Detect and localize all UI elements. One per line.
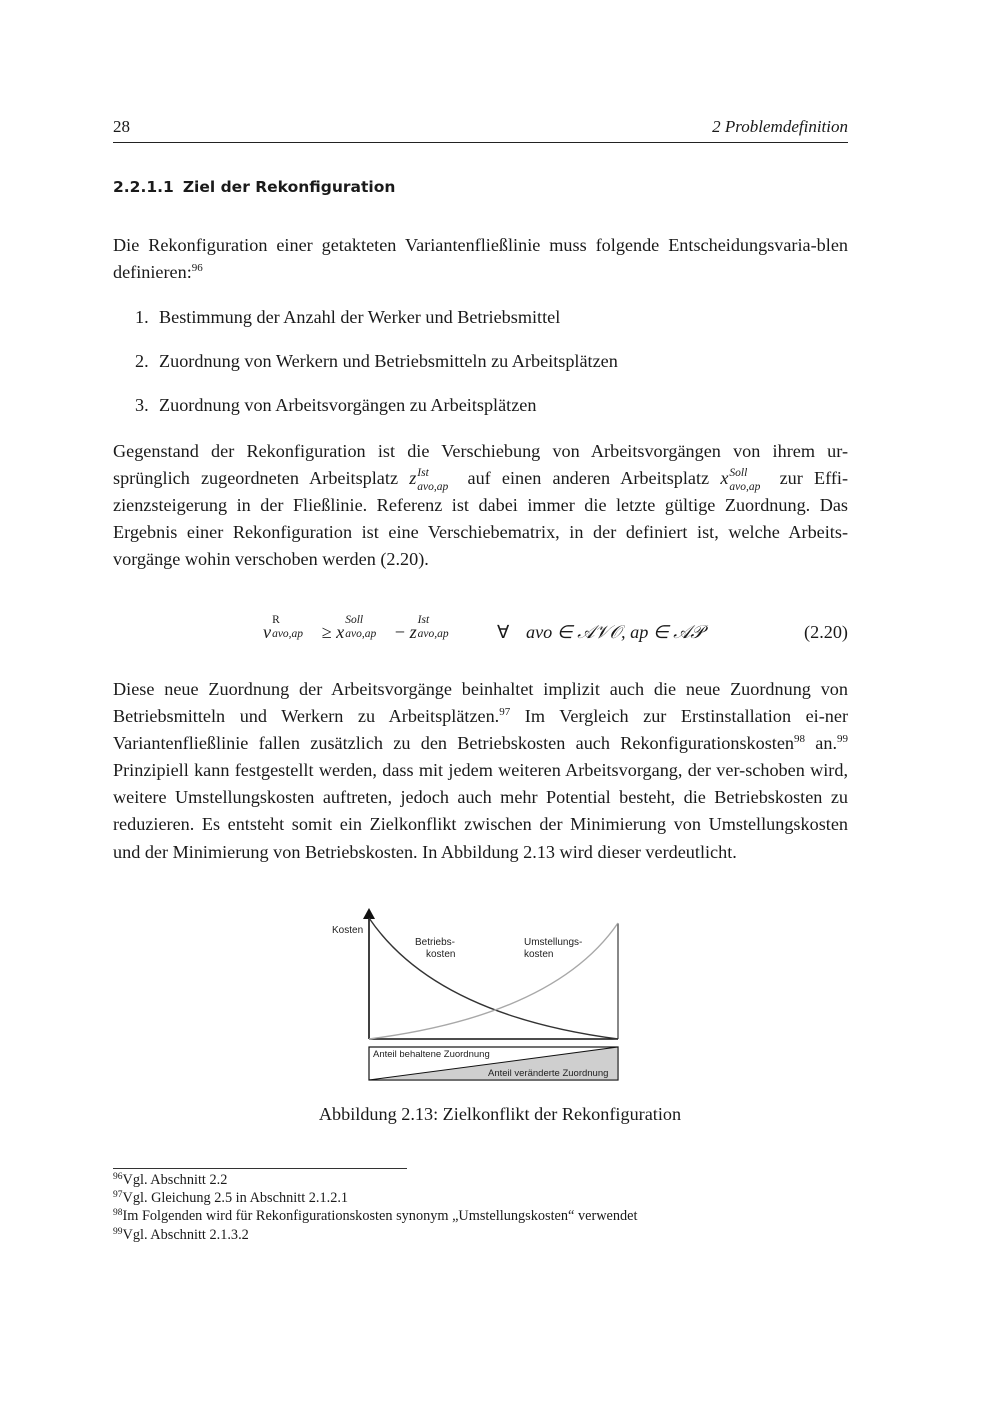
figure-caption: Abbildung 2.13: Zielkonflikt der Rekonfiguration <box>318 1104 682 1124</box>
para3-text-3: an. <box>815 733 838 754</box>
math-z-ist <box>409 467 456 494</box>
eq-geq: ≥ <box>321 622 332 642</box>
list-item <box>135 348 618 375</box>
paragraph-3 <box>113 676 848 866</box>
eq-v-sub: avo,ap <box>272 628 304 640</box>
running-header <box>113 116 848 143</box>
curve1-label-line1: Betriebs- <box>415 937 456 948</box>
eq-z-sub: avo,ap <box>417 628 449 640</box>
list-item-text: Zuordnung von Arbeitsvorgängen zu Arbeitsplätzen <box>159 395 537 415</box>
equation-number: (2.20) <box>804 622 848 642</box>
para2-text-2: auf einen anderen Arbeitsplatz <box>467 468 710 489</box>
intro-paragraph <box>113 232 848 286</box>
eq-minus: − <box>394 622 406 642</box>
math-z: z <box>409 468 417 489</box>
eq-forall: ∀ <box>497 622 510 642</box>
list-item-text: Bestimmung der Anzahl der Werker und Betriebsmittel <box>159 307 561 327</box>
para2-text-3: zur Effi-zienzsteigerung in der Fließlinie. Referenz ist dabei immer die letzte gültige Zuordnung. Das Ergebnis einer Rekonfiguration ist eine Verschiebematrix, in der definiert ist, welche Arbeits-vorgänge wohin verschoben werden (2.20). <box>113 468 849 570</box>
footnotes <box>113 1171 638 1244</box>
paragraph-2 <box>113 438 848 573</box>
list-item-number: 2. <box>135 351 149 371</box>
eq-condition: avo ∈ 𝒜𝒱𝒪, ap ∈ 𝒜𝒫 <box>526 622 704 642</box>
math-x-soll <box>720 467 768 494</box>
math-sup-ist: Ist <box>417 467 429 480</box>
list-item-text: Zuordnung von Werkern und Betriebsmitteln zu Arbeitsplätzen <box>159 351 618 371</box>
figure-2-13 <box>325 905 635 1090</box>
footnote-number: 98 <box>113 1208 123 1219</box>
footnote-number: 97 <box>113 1190 123 1201</box>
y-axis-arrow-icon <box>363 908 375 919</box>
curve2-label-line2: kosten <box>524 949 554 960</box>
section-title: Ziel der Rekonfiguration <box>182 178 396 196</box>
list-item <box>135 304 560 331</box>
footnote <box>113 1226 638 1244</box>
math-sub: avo,ap <box>417 481 449 494</box>
math-x: x <box>720 468 729 489</box>
section-number: 2.2.1.1 <box>113 178 174 196</box>
eq-z: z <box>409 622 417 642</box>
intro-text: Die Rekonfiguration einer getakteten Variantenfließlinie muss folgende Entscheidungsvaria-blen definieren: <box>113 235 848 283</box>
eq-x: x <box>336 622 345 642</box>
footnote <box>113 1207 638 1225</box>
footnote-text: Vgl. Abschnitt 2.1.3.2 <box>122 1226 249 1243</box>
changed-share-label: Anteil veränderte Zuordnung <box>488 1068 609 1079</box>
footnote-ref-99: 99 <box>837 733 849 746</box>
y-axis-label: Kosten <box>332 925 364 936</box>
list-item-number: 1. <box>135 307 149 327</box>
eq-x-sup: Soll <box>345 614 364 626</box>
math-sup-soll: Soll <box>729 467 748 480</box>
para3-text-4: Prinzipiell kann festgestellt werden, dass mit jedem weiteren Arbeitsvorgang, der ver-schoben wird, weitere Umstellungskosten auftreten, jedoch auch mehr Potential besteht, die Betriebskosten zu reduzieren. Es entsteht somit ein Zielkonflikt zwischen der Minimierung von Umstellungskosten und der Minimierung von Betriebskosten. In Abbildung 2.13 wird dieser verdeutlicht. <box>113 760 848 862</box>
curve1-label-line2: kosten <box>426 949 456 960</box>
eq-x-sub: avo,ap <box>345 628 377 640</box>
footnote <box>113 1189 638 1207</box>
list-item <box>135 392 536 419</box>
footnote-text: Im Folgenden wird für Rekonfigurationskosten synonym „Umstellungskosten“ verwendet <box>122 1208 638 1225</box>
chapter-title: 2 Problemdefinition <box>712 117 848 136</box>
kept-share-label: Anteil behaltene Zuordnung <box>373 1049 490 1060</box>
list-item-number: 3. <box>135 395 149 415</box>
eq-z-sup: Ist <box>417 614 430 626</box>
footnote-number: 96 <box>113 1172 123 1182</box>
para3-text-1: Diese neue Zuordnung der Arbeitsvorgänge beinhaltet implizit auch die neue Zuordnung von Betriebsmitteln und Werkern zu Arbeitsplätzen. <box>113 679 848 727</box>
para2-text-1: Gegenstand der Rekonfiguration ist die Verschiebung von Arbeitsvorgängen von ihrem ur-sprünglich zugeordneten Arbeitsplatz <box>113 441 848 489</box>
equation-2-20 <box>113 614 848 649</box>
footnote-text: Vgl. Gleichung 2.5 in Abschnitt 2.1.2.1 <box>122 1190 349 1207</box>
tradeoff-diagram <box>325 905 635 1090</box>
footnote-rule <box>113 1168 407 1169</box>
footnote-ref-98: 98 <box>794 733 806 746</box>
footnote-ref-96: 96 <box>191 262 203 275</box>
eq-v: v <box>263 622 272 642</box>
section-heading <box>113 178 395 196</box>
para3-text-2: Im Vergleich zur Erstinstallation ei-ner Variantenfließlinie fallen zusätzlich zu den Betriebskosten auch Rekonfigurationskosten <box>113 706 848 754</box>
footnote-text: Vgl. Abschnitt 2.2 <box>122 1172 228 1188</box>
eq-v-sup: R <box>272 614 280 626</box>
footnote <box>113 1171 638 1189</box>
curve2-label-line1: Umstellungs- <box>524 937 583 948</box>
math-sub: avo,ap <box>729 481 761 494</box>
footnote-ref-97: 97 <box>499 706 511 719</box>
footnote-number: 99 <box>113 1226 123 1237</box>
page-number: 28 <box>113 117 130 136</box>
